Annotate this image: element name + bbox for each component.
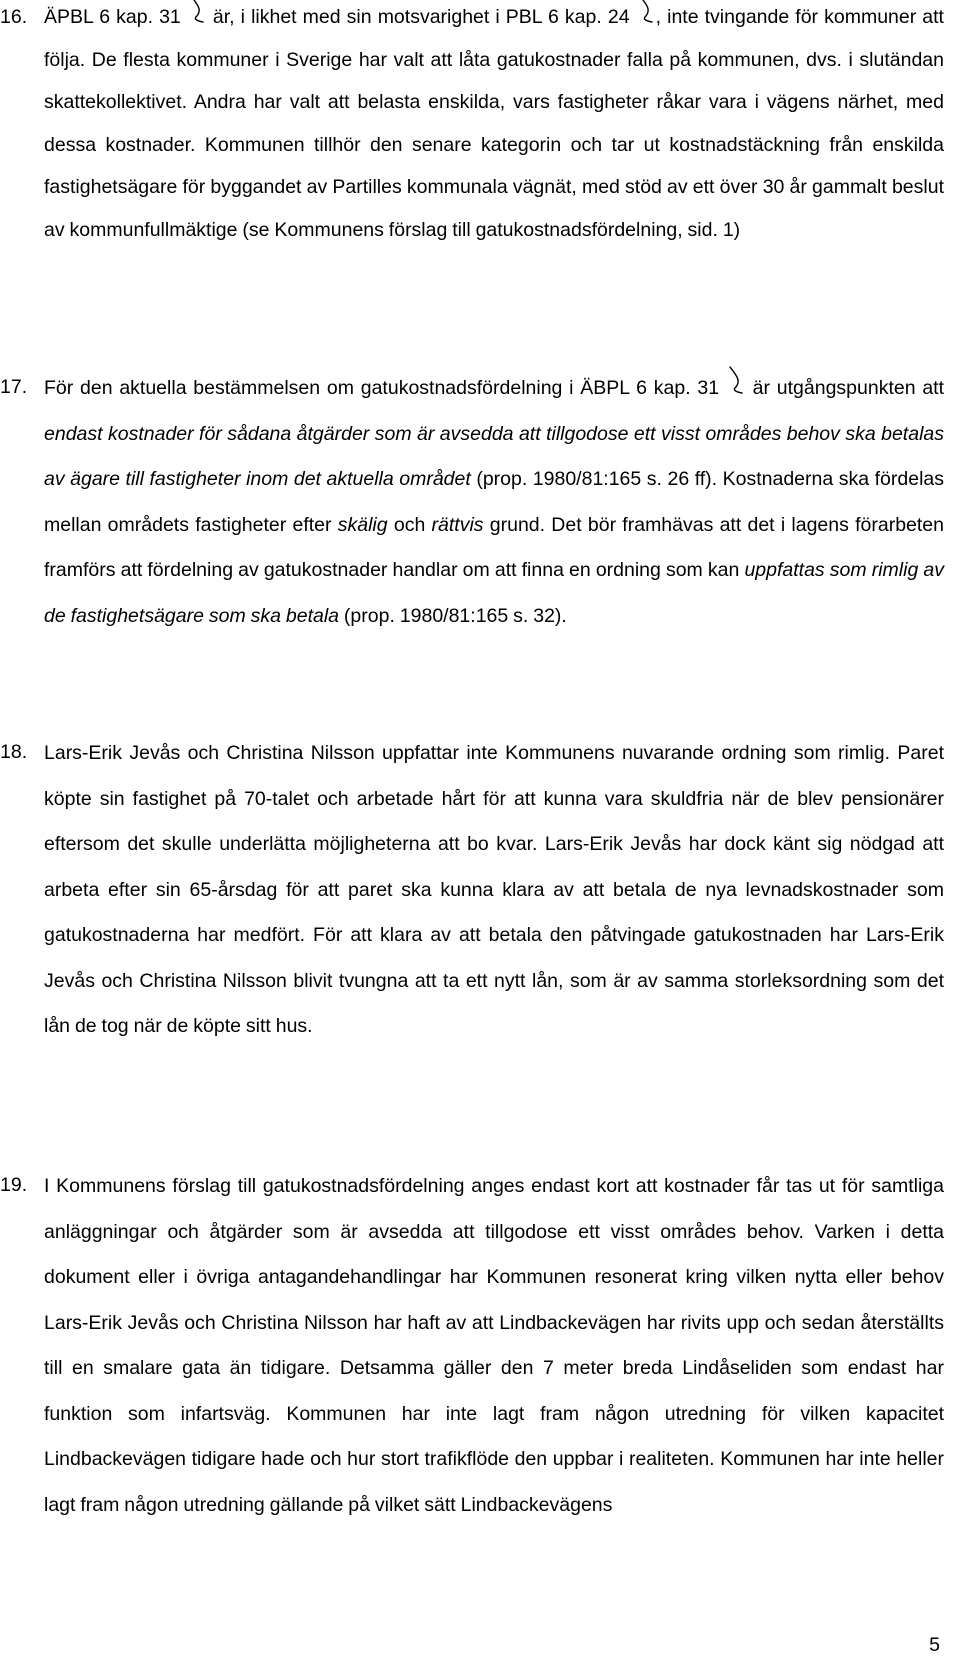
text-segment: (prop. 1980/81:165 s. 26 ff). Kostnaderna ska fördelas mellan områdets fastigheter efter bbox=[44, 468, 944, 536]
section-sign-icon bbox=[187, 6, 207, 24]
text-segment: är, i likhet med sin motsvarighet i PBL 6 kap. 24 bbox=[206, 6, 636, 28]
paragraph-17 bbox=[0, 366, 944, 639]
emphasized-text: endast kostnader för sådana åtgärder som är avsedda att tillgodose ett visst områdes behov ska betalas av ägare till fastigheter inom det aktuella området bbox=[44, 422, 944, 490]
paragraph-number: 19. bbox=[0, 1174, 28, 1196]
paragraph-18 bbox=[0, 731, 944, 1050]
paragraph-number: 18. bbox=[0, 741, 28, 763]
text-segment: Lars-Erik Jevås och Christina Nilsson uppfattar inte Kommunens nuvarande ordning som rimlig. Paret köpte sin fastighet på 70-talet och arbetade hårt för att kunna vara skuldfria när de blev pensionärer eftersom det skulle underlätta möjligheterna att bo kvar. Lars-Erik Jevås har dock känt sig nödgad att arbeta efter sin 65-årsdag för att paret ska kunna klara av att betala de nya levnadskostnader som gatukostnaderna har medfört. För att klara av att betala den påtvingade gatukostnaden har Lars-Erik Jevås och Christina Nilsson blivit tvungna att ta ett nytt lån, som är av samma storleksordning som det lån de tog när de köpte sitt hus. bbox=[44, 742, 944, 1037]
paragraph-text bbox=[44, 731, 944, 1050]
section-sign-icon bbox=[636, 6, 656, 24]
section-sign-icon bbox=[726, 377, 746, 395]
emphasized-text: rättvis bbox=[431, 513, 484, 536]
paragraph-text bbox=[44, 0, 944, 251]
paragraph-16 bbox=[0, 0, 944, 251]
text-segment: , inte tvingande för kommuner att följa. De flesta kommuner i Sverige har valt att låta gatukostnader falla på kommunen, dvs. i slutändan skattekollektivet. Andra har valt att belasta enskilda, vars fastigheter råkar vara i vägens närhet, med dessa kostnader. Kommunen tillhör den senare kategorin och tar ut kostnadstäckning från enskilda fastighetsägare för byggandet av Partilles kommunala vägnät, med stöd av ett över 30 år gammalt beslut av kommunfullmäktige (se Kommunens förslag till gatukostnadsfördelning, sid. 1) bbox=[44, 6, 944, 241]
paragraph-19 bbox=[0, 1164, 944, 1528]
emphasized-text: uppfattas som rimlig av de fastighetsägare som ska betala bbox=[44, 559, 944, 627]
paragraph-text bbox=[44, 366, 944, 639]
text-segment: (prop. 1980/81:165 s. 32). bbox=[339, 604, 567, 627]
page-number: 5 bbox=[929, 1634, 940, 1656]
text-segment: ÄPBL 6 kap. 31 bbox=[44, 6, 187, 28]
paragraph-number: 16. bbox=[0, 6, 28, 28]
text-segment: är utgångspunkten att bbox=[745, 377, 945, 399]
text-segment: I Kommunens förslag till gatukostnadsfördelning anges endast kort att kostnader får tas ut för samtliga anläggningar och åtgärder som är avsedda att tillgodose ett visst områdes behov. Varken i detta dokument eller i övriga antagandehandlingar har Kommunen resonerat kring vilken nytta eller behov Lars-Erik Jevås och Christina Nilsson har haft av att Lindbackevägen har rivits upp och sedan återställts till en smalare gata än tidigare. Detsamma gäller den 7 meter breda Lindåseliden som endast har funktion som infartsväg. Kommunen har inte lagt fram någon utredning för vilken kapacitet Lindbackevägen tidigare hade och hur stort trafikflöde den uppbar i realiteten. Kommunen har inte heller lagt fram någon utredning gällande på vilket sätt Lindbackevägens bbox=[44, 1175, 944, 1516]
paragraph-text bbox=[44, 1164, 944, 1528]
paragraph-number: 17. bbox=[0, 376, 28, 398]
text-segment: För den aktuella bestämmelsen om gatukostnadsfördelning i ÄBPL 6 kap. 31 bbox=[44, 377, 726, 399]
text-segment: grund. Det bör framhävas att det i lagens förarbeten framförs att fördelning av gatukostnader handlar om att finna en ordning som kan bbox=[44, 513, 944, 581]
emphasized-text: skälig bbox=[337, 513, 388, 536]
text-segment: och bbox=[387, 513, 432, 536]
